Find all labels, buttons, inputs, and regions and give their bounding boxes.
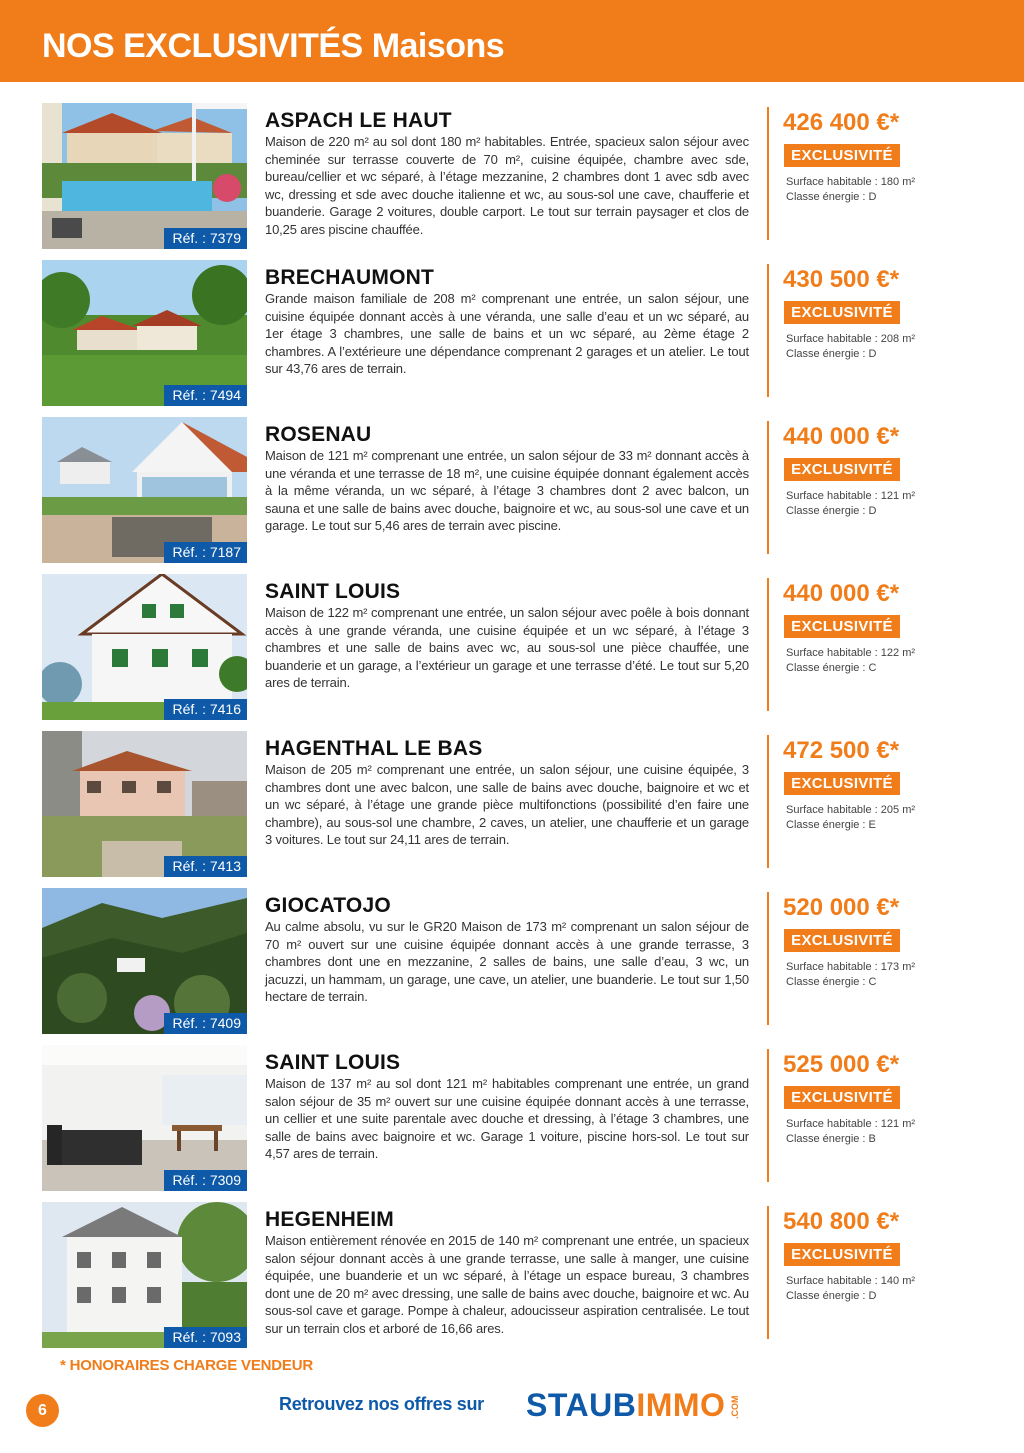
listing-description: Maison de 205 m² comprenant une entrée, un salon séjour, une cuisine équipée, 3 chambres dont une avec balcon, une salle de bains avec douche, baignoire et wc et un wc séparé, à l’étage une grande pièce multifonctions (possibilité d’en faire une chambre), au sous-sol une chambre, 2 caves, un atelier, une chaufferie et un garage 3 voitures. Le tout sur 24,11 ares de terrain. (265, 762, 749, 848)
exclusivity-badge: EXCLUSIVITÉ (784, 1086, 900, 1109)
listing-city: BRECHAUMONT (265, 266, 435, 289)
listing-photo[interactable] (42, 260, 247, 406)
listing-description: Au calme absolu, vu sur le GR20 Maison de 173 m² comprenant un salon séjour de 70 m² ouvert sur une cuisine équipée donnant accès à une grande terrasse, 3 chambres dont une en mezzanine, 2 salles de bains, une salle d’eau, 3 wc, un jacuzzi, un hammam, un garage, une cave, un atelier, une buanderie. Le tout sur 1,50 hectare de terrain. (265, 919, 749, 1005)
divider-line (767, 735, 769, 868)
listing-city: HAGENTHAL LE BAS (265, 737, 483, 760)
listing-city: ASPACH LE HAUT (265, 109, 452, 132)
listing-city: HEGENHEIM (265, 1208, 394, 1231)
reference-label: Réf. : 7379 (164, 228, 248, 249)
energy-class: Classe énergie : D (786, 1290, 877, 1302)
energy-class: Classe énergie : B (786, 1133, 876, 1145)
listing-price: 520 000 €* (783, 894, 900, 921)
listing-card[interactable] (0, 1045, 1024, 1195)
listing-price: 540 800 €* (783, 1208, 900, 1235)
listing-photo[interactable] (42, 1202, 247, 1348)
brand-logo[interactable] (526, 1385, 725, 1425)
reference-label: Réf. : 7494 (164, 385, 248, 406)
divider-line (767, 578, 769, 711)
divider-line (767, 892, 769, 1025)
title-main: NOS EXCLUSIVITÉS (42, 27, 363, 65)
listing-price: 472 500 €* (783, 737, 900, 764)
listing-photo[interactable] (42, 417, 247, 563)
fees-note: * HONORAIRES CHARGE VENDEUR (60, 1357, 313, 1374)
reference-label: Réf. : 7309 (164, 1170, 248, 1191)
exclusivity-badge: EXCLUSIVITÉ (784, 458, 900, 481)
listing-card[interactable] (0, 260, 1024, 410)
energy-class: Classe énergie : D (786, 191, 877, 203)
listing-card[interactable] (0, 731, 1024, 881)
listing-photo[interactable] (42, 103, 247, 249)
listing-city: GIOCATOJO (265, 894, 391, 917)
page-title (42, 26, 504, 66)
surface-info: Surface habitable : 173 m² (786, 961, 916, 973)
surface-info: Surface habitable : 205 m² (786, 804, 916, 816)
divider-line (767, 1206, 769, 1339)
brand-domain-suffix: .COM (730, 1395, 740, 1419)
surface-info: Surface habitable : 121 m² (786, 490, 916, 502)
listing-card[interactable] (0, 417, 1024, 567)
surface-info: Surface habitable : 140 m² (786, 1275, 916, 1287)
listing-photo[interactable] (42, 574, 247, 720)
brand-logo-part1: STAUB (526, 1387, 637, 1423)
listing-price: 440 000 €* (783, 423, 900, 450)
listing-content (265, 580, 749, 692)
listing-price: 440 000 €* (783, 580, 900, 607)
listing-description: Grande maison familiale de 208 m² comprenant une entrée, un salon séjour, une cuisine équipée donnant accès à une véranda, une salle d’eau et un wc séparé, au 1er étage 3 chambres, une salle de bains et un wc séparé, au 2ème étage 2 chambres. A l’extérieure une dépendance comprenant 2 garages et un atelier. Le tout sur 43,76 ares de terrain. (265, 291, 749, 377)
surface-info: Surface habitable : 122 m² (786, 647, 916, 659)
reference-label: Réf. : 7187 (164, 542, 248, 563)
energy-class: Classe énergie : D (786, 505, 877, 517)
listing-city: SAINT LOUIS (265, 580, 401, 603)
divider-line (767, 421, 769, 554)
listing-content (265, 737, 749, 849)
divider-line (767, 1049, 769, 1182)
listing-content (265, 423, 749, 535)
surface-info: Surface habitable : 180 m² (786, 176, 916, 188)
reference-label: Réf. : 7093 (164, 1327, 248, 1348)
exclusivity-badge: EXCLUSIVITÉ (784, 772, 900, 795)
surface-info: Surface habitable : 208 m² (786, 333, 916, 345)
listing-content (265, 1208, 749, 1338)
listing-description: Maison entièrement rénovée en 2015 de 140 m² comprenant une entrée, un spacieux salon séjour donnant accès à une grande terrasse, une salle à manger, une cuisine équipée, une buanderie et un wc séparé, à l’étage un espace bureau, 3 chambres dont une de 20 m² avec dressing, une salle de bains avec douche, baignoire et wc. Au sous-sol cave et garage. Pompe à chaleur, adoucisseur aspiration centralisée. Le tout sur un terrain clos et arboré de 16,66 ares. (265, 1233, 749, 1336)
title-subtitle: Maisons (371, 27, 505, 65)
divider-line (767, 107, 769, 240)
listing-description: Maison de 137 m² au sol dont 121 m² habitables comprenant une entrée, un grand salon séjour de 35 m² ouvert sur une cuisine équipée donnant accès à une terrasse, un cellier et une suite parentale avec douche et dressing, à l’étage 3 chambres, une salle de bains avec baignoire et wc. Garage 1 voiture, piscine hors-sol. Le tout sur 4,57 ares de terrain. (265, 1076, 749, 1162)
listing-content (265, 266, 749, 378)
exclusivity-badge: EXCLUSIVITÉ (784, 144, 900, 167)
exclusivity-badge: EXCLUSIVITÉ (784, 929, 900, 952)
listing-card[interactable] (0, 103, 1024, 253)
surface-info: Surface habitable : 121 m² (786, 1118, 916, 1130)
listing-card[interactable] (0, 1202, 1024, 1352)
listing-price: 525 000 €* (783, 1051, 900, 1078)
listing-content (265, 894, 749, 1006)
brand-logo-part2: IMMO (636, 1387, 726, 1423)
listing-description: Maison de 121 m² comprenant une entrée, un salon séjour de 33 m² donnant accès à une véranda et une terrasse de 18 m², une cuisine équipée donnant également accès à la même véranda, un wc séparé, à l’étage 3 chambres dont 2 avec balcon, un sauna et une salle de bains avec douche, baignoire et wc, au sous-sol une cave et un garage. Le tout sur 5,46 ares de terrain avec piscine. (265, 448, 749, 534)
listing-photo[interactable] (42, 731, 247, 877)
listing-price: 430 500 €* (783, 266, 900, 293)
page-header (0, 0, 1024, 82)
listing-city: ROSENAU (265, 423, 372, 446)
listing-city: SAINT LOUIS (265, 1051, 401, 1074)
energy-class: Classe énergie : C (786, 662, 877, 674)
listing-description: Maison de 220 m² au sol dont 180 m² habitables. Entrée, spacieux salon séjour avec cheminée sur terrasse couverte de 70 m², cuisine équipée, chambre avec sde, bureau/cellier et wc séparé, à l’étage mezzanine, 2 chambres dont 1 avec sdb avec wc, dressing et sde avec douche italienne et wc, au sous-sol une cave, chaufferie et buanderie. Garage 2 voitures, double carport. Le tout sur terrain paysager et clos de 10,25 ares piscine chauffée. (265, 134, 749, 237)
reference-label: Réf. : 7413 (164, 856, 248, 877)
listing-photo[interactable] (42, 888, 247, 1034)
energy-class: Classe énergie : C (786, 976, 877, 988)
listing-card[interactable] (0, 574, 1024, 724)
energy-class: Classe énergie : D (786, 348, 877, 360)
page-number: 6 (26, 1394, 59, 1427)
divider-line (767, 264, 769, 397)
energy-class: Classe énergie : E (786, 819, 876, 831)
listing-description: Maison de 122 m² comprenant une entrée, un salon séjour avec poêle à bois donnant accès à une grande véranda, une cuisine équipée et un wc séparé, à l’étage 3 chambres et une salle de bains avec wc, au sous-sol une pièce chauffée, une buanderie et un garage, a l’extérieur un garage et une terrasse d’été. Le tout sur 5,20 ares de terrain. (265, 605, 749, 691)
reference-label: Réf. : 7416 (164, 699, 248, 720)
listing-price: 426 400 €* (783, 109, 900, 136)
exclusivity-badge: EXCLUSIVITÉ (784, 615, 900, 638)
listing-content (265, 109, 749, 239)
reference-label: Réf. : 7409 (164, 1013, 248, 1034)
offers-cta-text: Retrouvez nos offres sur (279, 1394, 484, 1414)
listing-photo[interactable] (42, 1045, 247, 1191)
listing-content (265, 1051, 749, 1163)
listing-card[interactable] (0, 888, 1024, 1038)
exclusivity-badge: EXCLUSIVITÉ (784, 1243, 900, 1266)
exclusivity-badge: EXCLUSIVITÉ (784, 301, 900, 324)
